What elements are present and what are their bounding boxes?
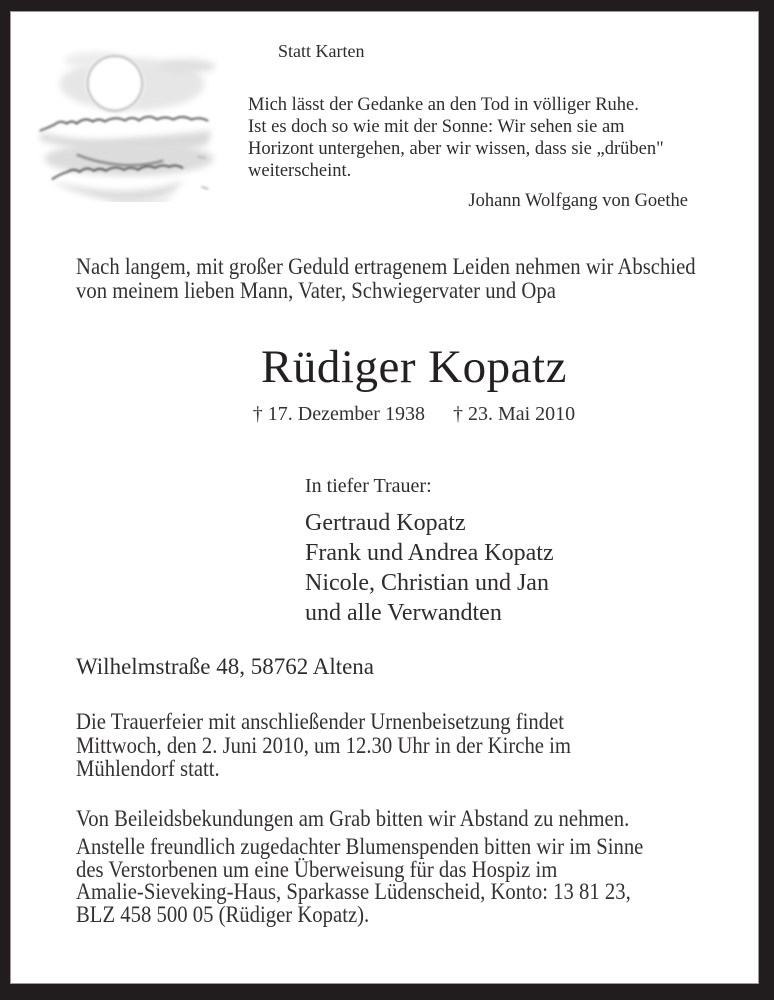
quote-line: weiterscheint. [248, 161, 352, 181]
announcement-text [76, 255, 696, 302]
quote-attribution: Johann Wolfgang von Goethe [468, 191, 688, 211]
mourner-name: und alle Verwandten [305, 600, 502, 626]
death-date: † 23. Mai 2010 [452, 403, 576, 425]
condolence-note: Von Beileidsbekundungen am Grab bitten wir Abstand zu nehmen. [76, 806, 630, 831]
donation-line: Anstelle freundlich zugedachter Blumenspenden bitten wir im Sinne [76, 834, 644, 859]
mourning-intro: In tiefer Trauer: [305, 475, 432, 497]
sunset-sketch-illustration [36, 36, 218, 202]
donation-note [76, 836, 643, 926]
mourner-name: Frank und Andrea Kopatz [305, 540, 554, 566]
sun-icon [85, 53, 145, 113]
water-ridges [40, 117, 213, 202]
funeral-line: Mittwoch, den 2. Juni 2010, um 12.30 Uhr in der Kirche im [76, 732, 572, 758]
funeral-info [76, 710, 571, 781]
announcement-line: Nach langem, mit großer Geduld ertragenem Leiden nehmen wir Abschied [76, 254, 696, 279]
quote-line: Ist es doch so wie mit der Sonne: Wir sehen sie am [248, 117, 625, 137]
sunset-sketch-svg [36, 36, 218, 202]
mourner-name: Nicole, Christian und Jan [305, 570, 549, 596]
life-dates [54, 403, 774, 426]
announcement-line: von meinem lieben Mann, Vater, Schwiegervater und Opa [76, 277, 556, 303]
quote-line: Mich lässt der Gedanke an den Tod in völliger Ruhe. [248, 95, 639, 115]
statt-karten-label: Statt Karten [278, 41, 365, 61]
funeral-line: Die Trauerfeier mit anschließender Urnenbeisetzung findet [76, 709, 565, 734]
donation-line: Amalie-Sieveking-Haus, Sparkasse Lüdenscheid, Konto: 13 81 23, [76, 879, 631, 904]
memorial-quote [248, 94, 664, 182]
deceased-name: Rüdiger Kopatz [261, 341, 567, 393]
address-line: Wilhelmstraße 48, 58762 Altena [76, 654, 375, 679]
mourners-list [305, 508, 554, 628]
donation-line: BLZ 458 500 05 (Rüdiger Kopatz). [76, 901, 370, 927]
donation-line: des Verstorbenen um eine Überweisung für das Hospiz im [76, 856, 558, 882]
quote-line: Horizont untergehen, aber wir wissen, dass sie „drüben" [248, 139, 664, 159]
mourner-name: Gertraud Kopatz [305, 510, 466, 536]
birth-date: † 17. Dezember 1938 [252, 403, 425, 425]
funeral-line: Mühlendorf statt. [76, 756, 220, 781]
